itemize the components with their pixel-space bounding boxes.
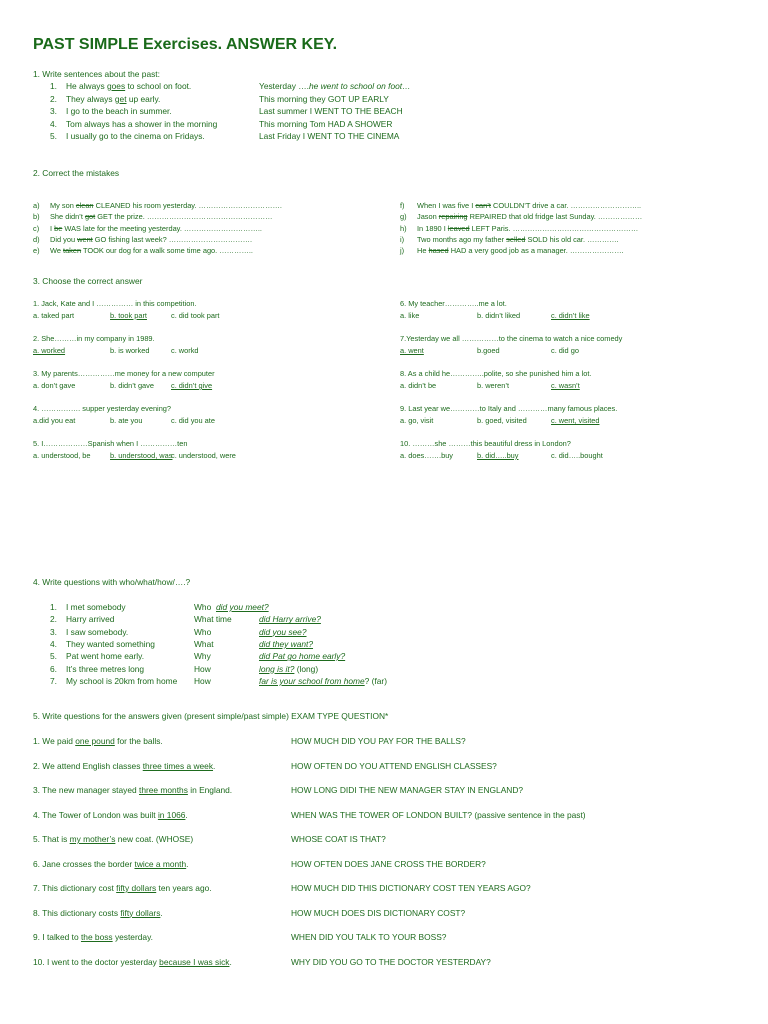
s4-statement: They wanted something (66, 638, 155, 649)
s2-text: In 1890 I (417, 223, 448, 233)
s3-option: a. don’t gave (33, 381, 76, 390)
s3-option: c. went, visited (551, 416, 600, 425)
s2-correction: CLEANED his room yesterday. ……………………………. (93, 201, 282, 210)
s4-heading: 4. Write questions with who/what/how/….? (33, 577, 191, 587)
s4-statement: I met somebody (66, 602, 126, 612)
s5-text: 3. The new manager stayed (33, 785, 139, 795)
s4-question-text: did you meet? (216, 602, 269, 612)
s4-statement: I saw somebody. (66, 626, 129, 637)
s3-option: a. does…….buy (400, 451, 453, 460)
s5-underlined-answer: three times a week (142, 760, 214, 771)
s2-mistake: got (84, 212, 96, 222)
s2-item-letter: a) (33, 201, 40, 210)
s2-mistake: can’t (475, 201, 491, 210)
s5-underlined-answer: fifty dollars (116, 883, 157, 893)
s4-answer (259, 638, 313, 650)
s5-text: 1. We paid (33, 736, 76, 746)
s5-text: 7. This dictionary cost (33, 883, 117, 893)
s5-underlined-answer: my mother’s (69, 834, 116, 844)
s2-item-sentence (417, 211, 642, 222)
s5-sentence (33, 760, 215, 772)
s4-answer (259, 650, 345, 662)
s5-text: new coat. (WHOSE) (115, 834, 194, 844)
s5-question: HOW OFTEN DO YOU ATTEND ENGLISH CLASSES? (291, 760, 497, 771)
s5-underlined-answer: fifty dollars (120, 907, 161, 918)
s5-text: . (160, 907, 163, 918)
s1-verb: goes (106, 81, 126, 91)
s4-item-number: 2. (50, 614, 57, 625)
s3-option: b. took part (110, 311, 147, 320)
s2-mistake: taken (63, 246, 82, 256)
s5-question: HOW MUCH DID THIS DICTIONARY COST TEN YEARS AGO? (291, 883, 531, 893)
s3-option: c. did go (551, 346, 579, 355)
s5-text: 4. The Tower of London was built (33, 809, 158, 820)
s3-option: c. workd (171, 346, 199, 355)
s1-sentence-text: to school on foot. (125, 81, 192, 91)
s5-sentence (33, 809, 188, 821)
s2-text: She didn’t (50, 212, 85, 222)
s3-option: a. went (400, 346, 424, 355)
s5-text: yesterday. (112, 932, 153, 942)
s2-correction: COULDN’T drive a car. ……………………….. (490, 201, 642, 210)
s5-underlined-answer: because I was sick (159, 956, 230, 967)
s2-item-sentence (417, 245, 624, 256)
s3-option: b. did…..buy (477, 451, 519, 460)
s5-text: in England. (187, 785, 233, 795)
s1-item-number: 2. (50, 93, 57, 104)
s3-question: 10. ………she ………this beautiful dress in London? (400, 439, 571, 448)
s5-question: WHY DID YOU GO TO THE DOCTOR YESTERDAY? (291, 956, 491, 967)
s5-question: HOW LONG DIDI THE NEW MANAGER STAY IN ENGLAND? (291, 785, 524, 795)
s1-answer-text: This morning Tom HAD A SHOWER (259, 118, 393, 129)
s1-item-number: 4. (50, 118, 57, 129)
s1-answer-text: Yesterday …. (259, 81, 309, 91)
s3-option: b. weren’t (477, 381, 510, 390)
s2-text: Two months ago my father (417, 234, 507, 244)
s3-option: b. ate you (110, 416, 143, 425)
s5-text: 9. I talked to (33, 932, 81, 942)
s5-text: for the balls. (114, 736, 163, 746)
s5-sentence (33, 784, 232, 796)
s1-item-number: 3. (50, 106, 57, 116)
s2-text: Did you (50, 234, 78, 244)
s3-option: a.did you eat (33, 416, 76, 425)
s5-sentence (33, 833, 193, 845)
s2-item-letter: b) (33, 212, 40, 222)
s4-wh-word: What time (194, 614, 232, 625)
s5-question: WHEN WAS THE TOWER OF LONDON BUILT? (passive sentence in the past) (291, 809, 586, 820)
s5-text: . (186, 858, 189, 869)
s5-text: . (213, 760, 216, 771)
s4-item-number: 6. (50, 663, 57, 674)
s2-correction: GO fishing last week? ……………………………. (92, 234, 253, 244)
s5-sentence (33, 956, 232, 968)
s1-item-sentence (66, 80, 191, 92)
s4-hint: (long) (294, 663, 319, 674)
s4-answer (259, 663, 318, 675)
s3-option: c. did…..bought (551, 451, 603, 460)
s1-item-answer (259, 105, 403, 117)
s5-question: WHEN DID YOU TALK TO YOUR BOSS? (291, 932, 447, 942)
s2-item-sentence (50, 200, 282, 211)
s2-item-letter: d) (33, 234, 40, 244)
s5-sentence (33, 931, 153, 943)
s2-mistake: clean (75, 201, 94, 210)
s3-option: a. understood, be (33, 451, 91, 460)
s3-option: a. go, visit (400, 416, 434, 425)
s5-question: HOW OFTEN DOES JANE CROSS THE BORDER? (291, 858, 486, 869)
s4-answer (259, 626, 307, 638)
s1-heading: 1. Write sentences about the past: (33, 69, 160, 79)
s3-option: c. understood, were (171, 451, 236, 460)
s2-mistake: leaved (447, 223, 470, 233)
s4-question-text: did Harry arrive? (259, 614, 321, 625)
s5-text: . (229, 956, 232, 967)
s1-answer-text: Last summer I WENT TO THE BEACH (259, 106, 403, 116)
s3-option: c. didn’t like (551, 311, 590, 320)
s3-question: 7.Yesterday we all ……………to the cinema to watch a nice comedy (400, 334, 623, 343)
s3-question: 6. My teacher…………..me a lot. (400, 299, 507, 308)
s2-correction: LEFT Paris. …………………………………………… (469, 223, 639, 233)
s1-answer-text: This morning they GOT UP EARLY (259, 93, 389, 104)
s1-item-answer (259, 93, 389, 105)
s1-item-sentence (66, 118, 217, 130)
s3-option: c. wasn’t (551, 381, 580, 390)
s2-heading: 2. Correct the mistakes (33, 168, 120, 178)
s4-question-text: did they want? (259, 638, 314, 649)
s2-text: I (50, 223, 55, 233)
s3-option: b. is worked (110, 346, 150, 355)
s2-mistake: hased (428, 246, 449, 256)
s4-wh-word: Who (194, 602, 212, 612)
s1-verb: get (114, 93, 127, 104)
s2-item-letter: i) (400, 234, 405, 244)
s4-question-text: long is it? (259, 663, 295, 674)
s5-text: 2. We attend English classes (33, 760, 143, 771)
s4-question-text: did Pat go home early? (259, 651, 346, 662)
s2-item-sentence (50, 223, 262, 234)
s2-item-letter: h) (400, 223, 407, 233)
s2-item-letter: j) (400, 246, 405, 256)
s4-item-number: 4. (50, 638, 57, 649)
s2-item-sentence (50, 245, 253, 256)
s4-wh-word: How (194, 675, 211, 686)
s3-option: b. goed, visited (477, 416, 527, 425)
s1-item-number: 1. (50, 81, 57, 91)
s1-item-sentence (66, 93, 160, 105)
s2-correction: TOOK our dog for a walk some time ago. ………….. (81, 246, 253, 256)
s3-question: 8. As a child he…………..polite, so she punished him a lot. (400, 369, 592, 378)
s2-correction: WAS late for the meeting yesterday. ………………………….. (62, 223, 262, 233)
s4-answer (216, 601, 269, 613)
s4-statement: Harry arrived (66, 614, 115, 625)
s3-question: 3. My parents……………me money for a new computer (33, 369, 215, 378)
s2-correction: HAD a very good job as a manager. …………………. (448, 246, 624, 256)
s3-option: b.goed (477, 346, 500, 355)
page-title: PAST SIMPLE Exercises. ANSWER KEY. (33, 36, 338, 53)
s5-text: 10. I went to the doctor yesterday (33, 956, 160, 967)
s4-wh-word: How (194, 663, 211, 674)
s2-text: When I was five I (417, 201, 476, 210)
s5-sentence (33, 882, 212, 894)
s3-option: c. did took part (171, 311, 220, 320)
s3-option: b. didn’t gave (110, 381, 154, 390)
s4-answer (259, 675, 387, 687)
s2-item-letter: g) (400, 212, 407, 222)
s5-sentence (33, 907, 163, 919)
s2-item-sentence (50, 234, 252, 245)
s2-mistake: repairing (438, 212, 468, 222)
s1-sentence-text: I go to the beach in summer. (66, 106, 172, 116)
s3-heading: 3. Choose the correct answer (33, 276, 143, 286)
s4-item-number: 7. (50, 675, 57, 686)
s1-sentence-text: Tom always has a shower in the morning (66, 118, 218, 129)
s4-item-number: 1. (50, 602, 57, 612)
s2-mistake: went (77, 234, 93, 244)
s2-item-letter: e) (33, 246, 40, 256)
s2-correction: GET the prize. …………………………………………… (95, 212, 273, 222)
s4-statement: My school is 20km from home (66, 675, 178, 686)
s2-item-sentence (417, 223, 638, 234)
s2-item-sentence (417, 200, 641, 211)
s2-mistake: be (54, 223, 63, 233)
s2-text: We (50, 246, 64, 256)
s1-item-number: 5. (50, 131, 57, 141)
s4-wh-word: Who (194, 626, 212, 637)
s5-text: 6. Jane crosses the border (33, 858, 135, 869)
s5-underlined-answer: in 1066 (157, 809, 186, 820)
s1-answer-text: Last Friday I WENT TO THE CINEMA (259, 131, 400, 141)
s4-answer (259, 613, 321, 625)
s1-sentence-text: They always (66, 93, 115, 104)
s5-question: WHOSE COAT IS THAT? (291, 834, 386, 844)
s5-question: HOW MUCH DOES DIS DICTIONARY COST? (291, 907, 466, 918)
s4-wh-word: What (194, 638, 214, 649)
s4-question-text: did you see? (259, 626, 307, 637)
s1-item-answer (259, 118, 392, 130)
s3-question: 9. Last year we…………to Italy and …………many famous places. (400, 404, 618, 413)
s4-statement: It’s three metres long (66, 663, 145, 674)
s5-underlined-answer: one pound (75, 736, 115, 746)
s1-item-answer (259, 80, 410, 92)
s5-underlined-answer: three months (139, 785, 188, 795)
s2-correction: SOLD his old car. …………. (525, 234, 619, 244)
s5-underlined-answer: the boss (80, 932, 113, 942)
s4-item-number: 3. (50, 626, 57, 637)
s3-question: 1. Jack, Kate and I …………… in this competition. (33, 299, 197, 308)
s5-underlined-answer: twice a month (134, 858, 187, 869)
s3-option: a. worked (33, 346, 66, 355)
s5-question: HOW MUCH DID YOU PAY FOR THE BALLS? (291, 736, 466, 746)
s2-mistake: selled (506, 234, 526, 244)
s5-heading: 5. Write questions for the answers given (present simple/past simple) EXAM TYPE QUESTION* (33, 711, 389, 721)
s3-option: b. didn’t liked (477, 311, 521, 320)
s4-question-text: far is your school from home (259, 675, 365, 686)
s3-option: a. didn’t be (400, 381, 437, 390)
s2-text: Jason (417, 212, 439, 222)
s2-item-sentence (50, 211, 272, 222)
s1-item-sentence (66, 105, 172, 117)
s5-text: 8. This dictionary costs (33, 907, 121, 918)
s2-text: My son (50, 201, 76, 210)
s5-text: 5. That is (33, 834, 70, 844)
s3-option: c. did you ate (171, 416, 215, 425)
s3-question: 5. I………………Spanish when I ……………ten (33, 439, 188, 448)
s1-sentence-text: He always (66, 81, 107, 91)
s3-option: b. understood, was (110, 451, 173, 460)
s1-sentence-text: I usually go to the cinema on Fridays. (66, 131, 205, 141)
s5-text: ten years ago. (156, 883, 212, 893)
s3-option: c. didn’t give (171, 381, 213, 390)
s2-correction: REPAIRED that old fridge last Sunday. ……………… (467, 212, 643, 222)
s4-wh-word: Why (194, 651, 211, 662)
s5-sentence (33, 735, 163, 747)
s4-hint: ? (far) (364, 675, 388, 686)
s3-question: 4. ……………. supper yesterday evening? (33, 404, 172, 413)
s3-question: 2. She………in my company in 1989. (33, 334, 155, 343)
s3-option: a. like (400, 311, 420, 320)
s1-item-answer (259, 130, 399, 142)
s1-answer-italic: he went to school on foot… (308, 81, 411, 91)
s3-option: a. taked part (33, 311, 75, 320)
s4-item-number: 5. (50, 651, 57, 662)
s2-item-sentence (417, 234, 619, 245)
s4-statement: Pat went home early. (66, 651, 145, 662)
s2-text: He (417, 246, 429, 256)
s5-sentence (33, 858, 189, 870)
s2-item-letter: c) (33, 223, 40, 233)
s1-item-sentence (66, 130, 205, 142)
s5-text: . (185, 809, 188, 820)
s1-sentence-text: up early. (126, 93, 161, 104)
s2-item-letter: f) (400, 201, 405, 210)
